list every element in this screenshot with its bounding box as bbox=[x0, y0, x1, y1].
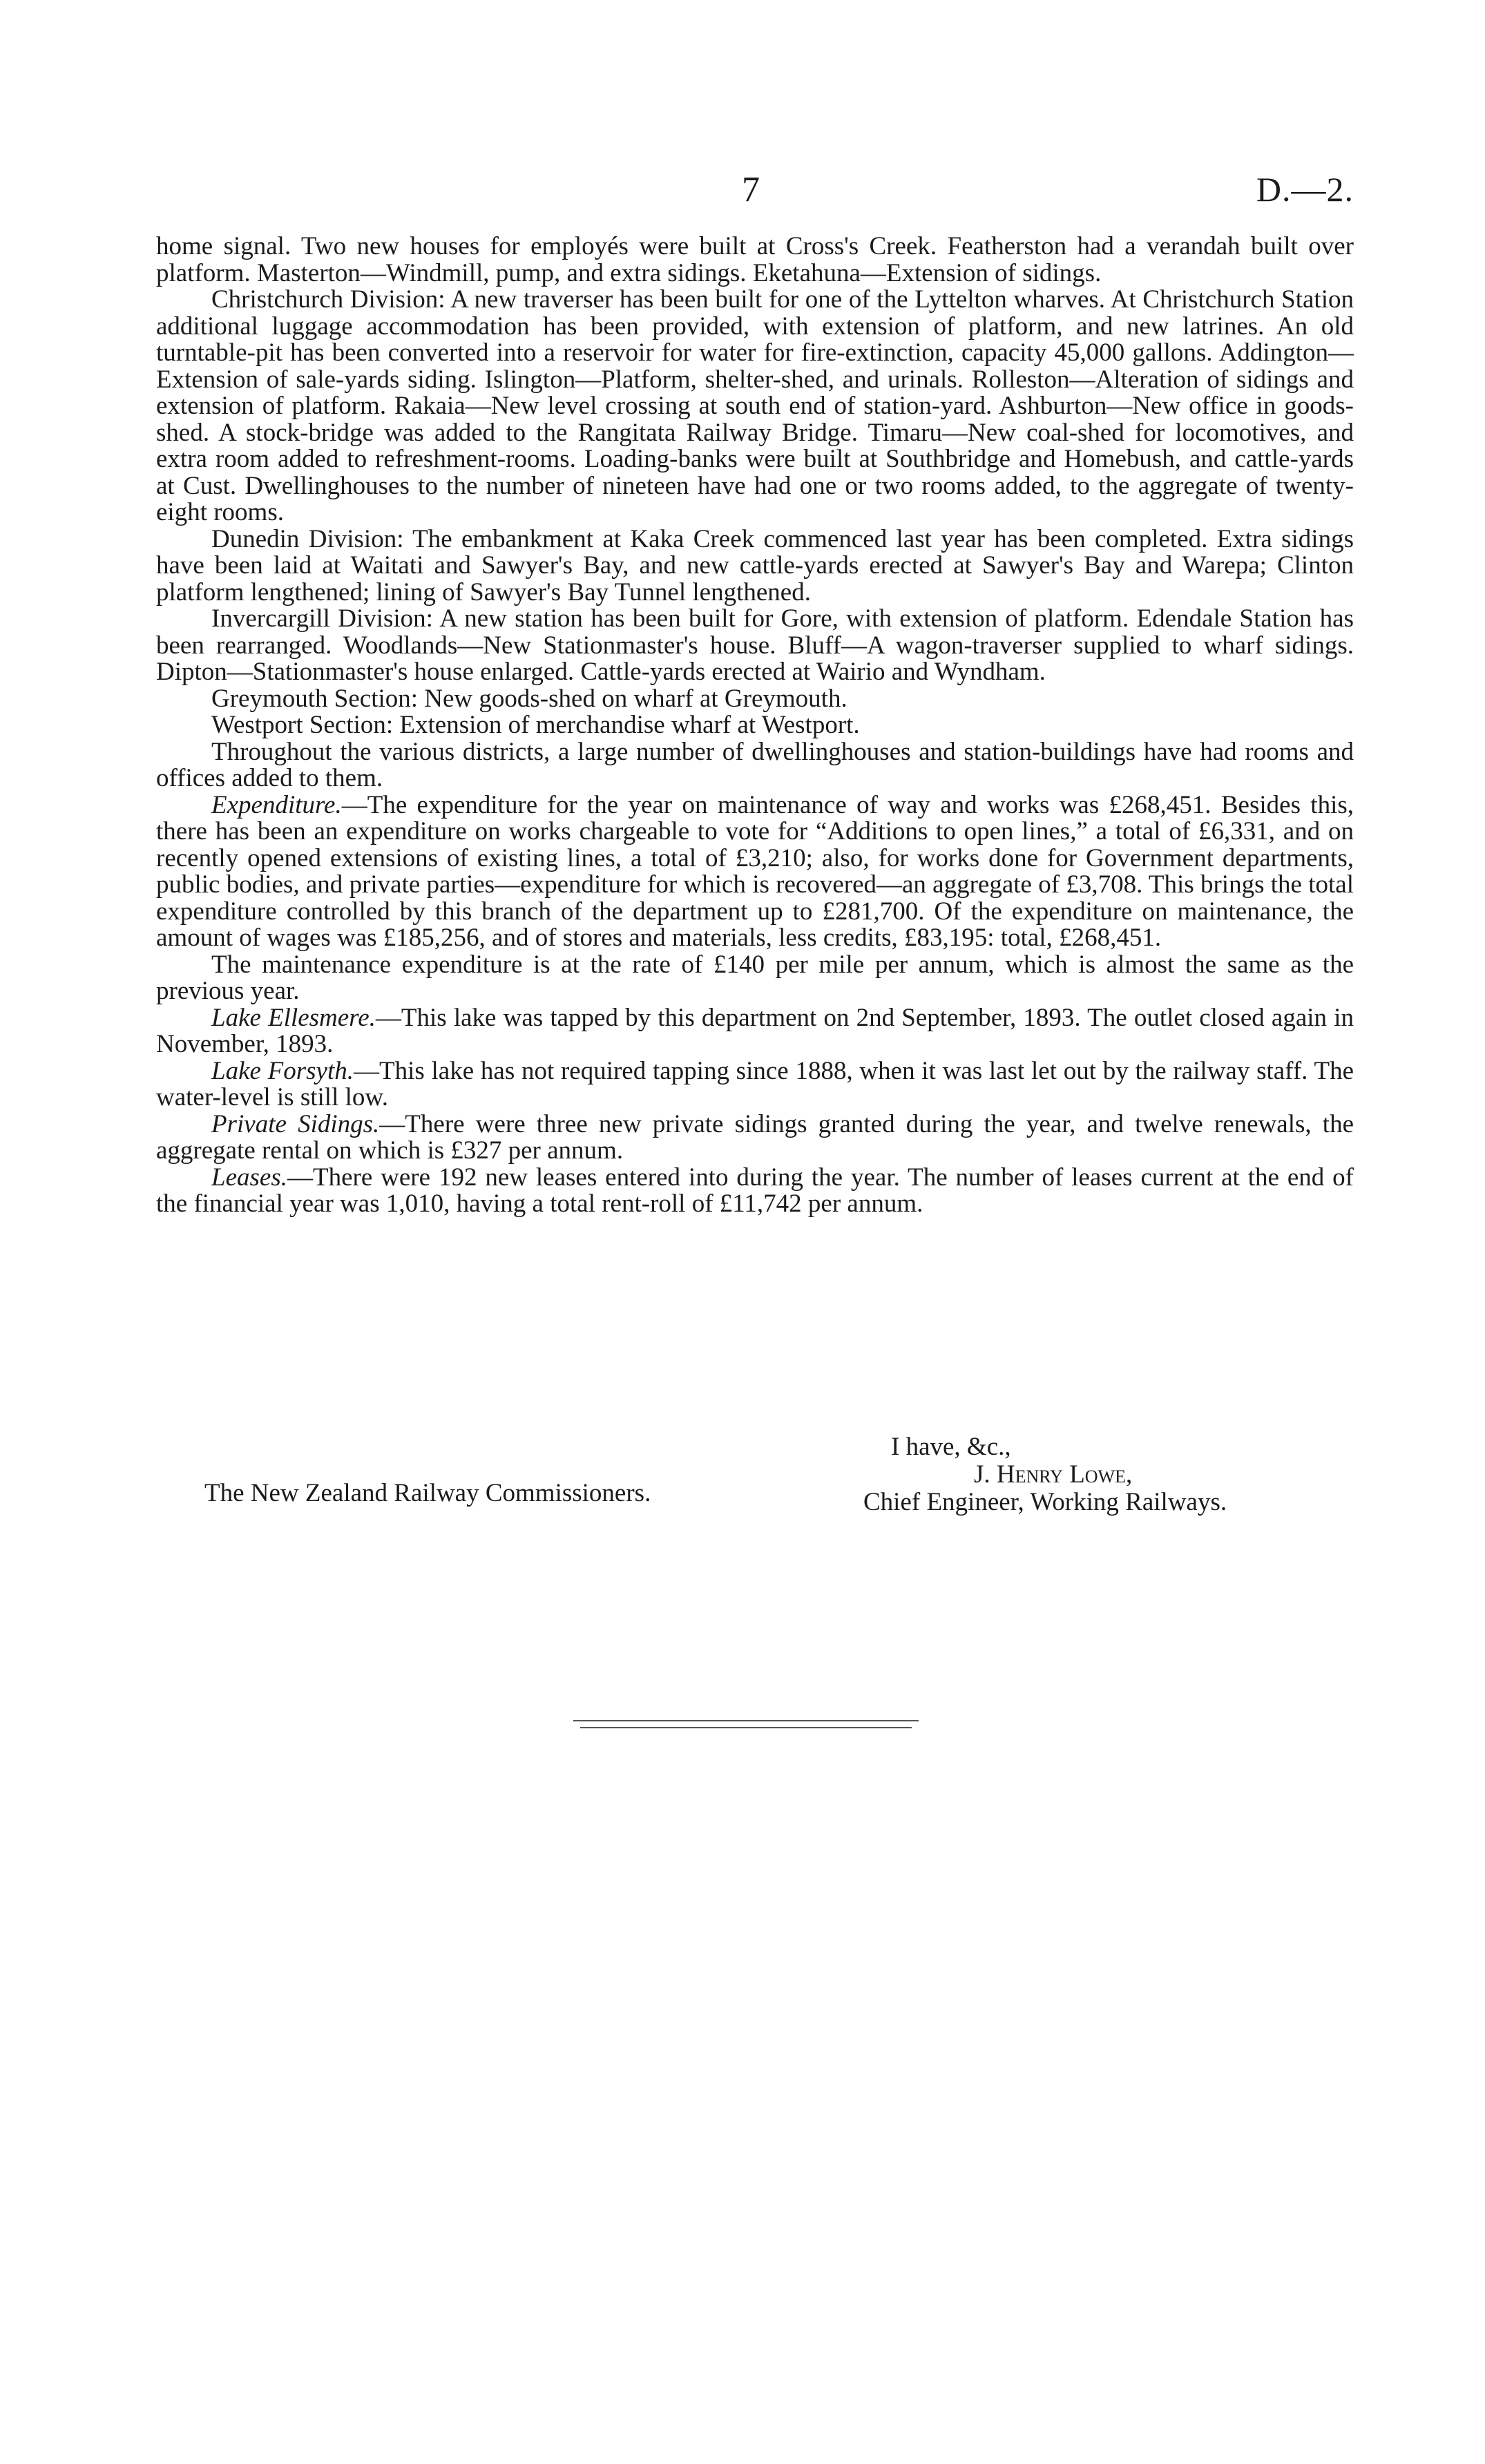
letter-closing bbox=[863, 1433, 1227, 1516]
paragraph-expenditure bbox=[156, 792, 1354, 952]
paragraph-invercargill-division: Invercargill Division: A new station has been built for Gore, with extension of platform. Edendale Station has been rearranged. Woodlands—New Stationmaster's house. Bluff—A wagon-traverser supplied to wharf sidings. Dipton—Stationmaster's house enlarged. Cattle-yards erected at Wairio and Wyndham. bbox=[156, 604, 1354, 686]
private-sidings-text: —There were three new private sidings granted during the year, and twelve renewals, the aggregate rental on which is £327 per annum. bbox=[156, 1109, 1354, 1165]
paragraph-lake-forsyth bbox=[156, 1058, 1354, 1111]
lake-forsyth-text: —This lake has not required tapping since 1888, when it was last let out by the railway staff. The water-level is still low. bbox=[156, 1056, 1354, 1111]
lake-forsyth-heading: Lake Forsyth. bbox=[211, 1056, 354, 1085]
closing-salutation: I have, &c., bbox=[891, 1433, 1011, 1461]
paragraph-lake-ellesmere bbox=[156, 1005, 1354, 1058]
leases-text: —There were 192 new leases entered into during the year. The number of leases current at the end of the financial year was 1,010, having a total rent-roll of £11,742 per annum. bbox=[156, 1163, 1354, 1218]
document-reference: D.—2. bbox=[1256, 170, 1354, 209]
lake-ellesmere-heading: Lake Ellesmere. bbox=[211, 1003, 376, 1032]
paragraph-christchurch-division: Christchurch Division: A new traverser has been built for one of the Lyttelton wharves. At Christchurch Station additional luggage accommodation has been provided, with extension of platform, and new latrines. An old turntable-pit has been converted into a reservoir for water for fire-extinction, capacity 45,000 gallons. Addington—Extension of sale-yards siding. Islington—Platform, shelter-shed, and urinals. Rolleston—Alteration of sidings and extension of platform. Rakaia—New level crossing at south end of station-yard. Ashburton—New office in goods-shed. A stock-bridge was added to the Rangitata Railway Bridge. Timaru—New coal-shed for locomotives, and extra room added to refreshment-rooms. Loading-banks were built at Southbridge and Homebush, and cattle-yards at Cust. Dwellinghouses to the number of nineteen have had one or two rooms added, to the aggregate of twenty-eight rooms. bbox=[156, 285, 1354, 526]
paragraph-greymouth-section: Greymouth Section: New goods-shed on wharf at Greymouth. bbox=[211, 684, 847, 713]
closing-rule-bottom bbox=[580, 1727, 912, 1728]
closing-signature: J. Henry Lowe, bbox=[974, 1460, 1133, 1489]
paragraph-maintenance-rate: The maintenance expenditure is at the rate of £140 per mile per annum, which is almost the same as the previous year. bbox=[156, 950, 1354, 1005]
closing-title: Chief Engineer, Working Railways. bbox=[863, 1488, 1227, 1516]
addressee: The New Zealand Railway Commissioners. bbox=[204, 1479, 651, 1507]
report-body bbox=[156, 233, 1354, 1218]
paragraph-leases bbox=[156, 1165, 1354, 1218]
page-number: 7 bbox=[742, 170, 760, 209]
paragraph-dwellinghouses: Throughout the various districts, a large number of dwellinghouses and station-buildings have had rooms and offices added to them. bbox=[156, 737, 1354, 792]
closing-rule-top bbox=[573, 1720, 919, 1721]
expenditure-heading: Expenditure. bbox=[211, 790, 342, 819]
paragraph-westport-section: Westport Section: Extension of merchandise wharf at Westport. bbox=[211, 711, 860, 739]
private-sidings-heading: Private Sidings. bbox=[211, 1109, 380, 1138]
expenditure-text: —The expenditure for the year on maintenance of way and works was £268,451. Besides this, there has been an expenditure on works chargeable to vote for “Additions to open lines,” a total of £6,331, and on recently opened extensions of existing lines, a total of £3,210; also, for works done for Government departments, public bodies, and private parties—expenditure for which is recovered—an aggregate of £3,708. This brings the total expenditure controlled by this branch of the department up to £281,700. Of the expenditure on maintenance, the amount of wages was £185,256, and of stores and materials, less credits, £83,195: total, £268,451. bbox=[156, 790, 1354, 952]
paragraph-home-signal: home signal. Two new houses for employés were built at Cross's Creek. Featherston had a verandah built over platform. Masterton—Windmill, pump, and extra sidings. Eketahuna—Extension of sidings. bbox=[156, 232, 1354, 287]
paragraph-private-sidings bbox=[156, 1111, 1354, 1165]
paragraph-dunedin-division: Dunedin Division: The embankment at Kaka Creek commenced last year has been completed. Extra sidings have been laid at Waitati and Sawyer's Bay, and new cattle-yards erected at Sawyer's Bay and Warepa; Clinton platform lengthened; lining of Sawyer's Bay Tunnel lengthened. bbox=[156, 524, 1354, 607]
lake-ellesmere-text: —This lake was tapped by this department on 2nd September, 1893. The outlet closed again in November, 1893. bbox=[156, 1003, 1354, 1058]
leases-heading: Leases. bbox=[211, 1163, 287, 1192]
